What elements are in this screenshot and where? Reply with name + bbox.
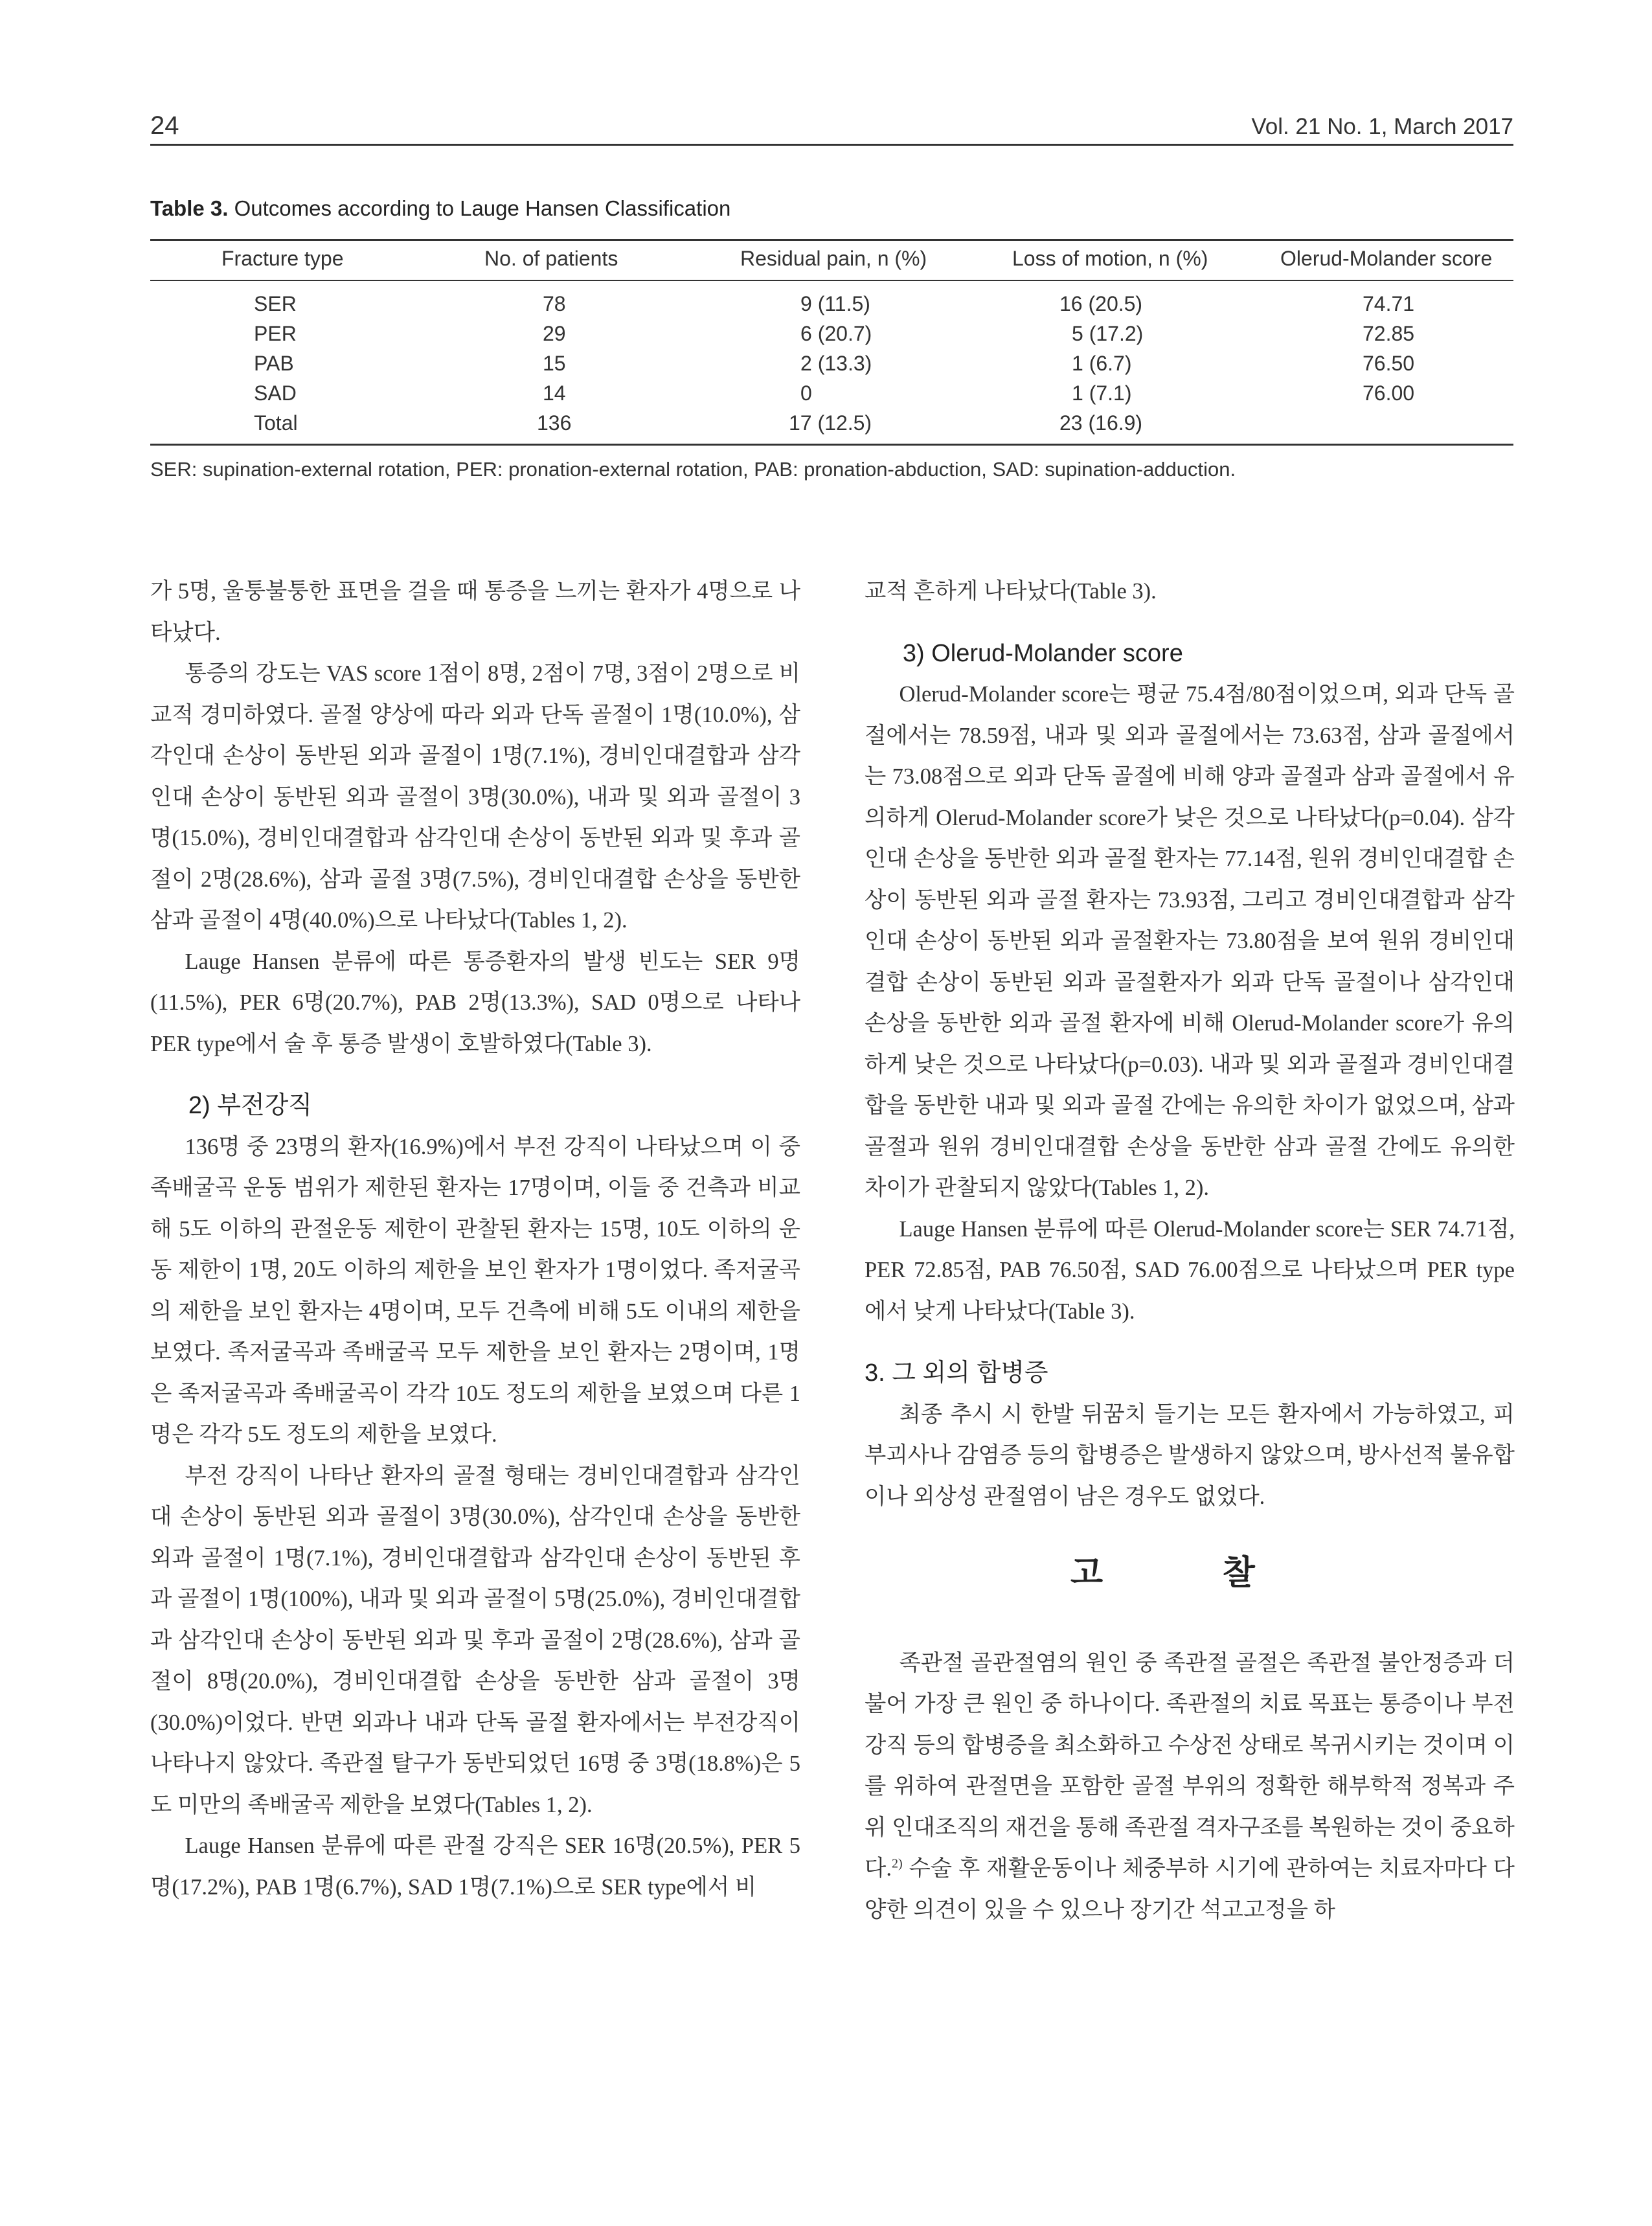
section-gap — [865, 1332, 1515, 1353]
page-number: 24 — [150, 111, 179, 140]
table-cell: PAB — [254, 352, 294, 375]
paragraph: Lauge Hansen 분류에 따른 통증환자의 발생 빈도는 SER 9명(11.5%), PER 6명(20.7%), PAB 2명(13.3%), SAD 0명으로 나타나 PER type에서 술 후 통증 발생이 호발하였다(Table 3). — [150, 949, 800, 1056]
paragraph: 부전 강직이 나타난 환자의 골절 형태는 경비인대결합과 삼각인대 손상이 동반된 외과 골절이 3명(30.0%), 삼각인대 손상을 동반한 외과 골절이 1명(7.1%), 경비인대결합과 삼각인대 손상이 동반된 후과 골절이 1명(100%), 내과 및 외과 골절이 5명(25.0%), 경비인대결합과 삼각인대 손상이 동반된 외과 및 후과 골절이 2명(28.6%), 삼과 골절이 8명(20.0%), 경비인대결합 손상을 동반한 삼과 골절이 3명(30.0%)이었다. 반면 외과나 내과 단독 골절 환자에서는 부전강직이 나타나지 않았다. 족관절 탈구가 동반되었던 16명 중 3명(18.8%)은 5도 미만의 족배굴곡 제한을 보였다(Tables 1, 2). — [150, 1463, 800, 1817]
section-heading-olerud-molander: 3) Olerud-Molander score — [902, 639, 1183, 667]
table-cell: 76.50 — [1363, 352, 1415, 375]
table-cell: 74.71 — [1363, 292, 1415, 315]
table-cell: 72.85 — [1363, 322, 1415, 345]
paragraph: 가 5명, 울퉁불퉁한 표면을 걸을 때 통증을 느끼는 환자가 4명으로 나타났다. — [150, 579, 800, 645]
table-cell: 14 — [543, 381, 566, 405]
column-header-loss-of-motion: Loss of motion, n (%) — [1012, 247, 1208, 270]
section-gap — [865, 613, 1515, 633]
table-cell: 136 — [537, 411, 572, 435]
reference-superscript: 2) — [891, 1856, 903, 1871]
table-cell: 16 (20.5) — [1059, 292, 1143, 315]
section-gap — [150, 1065, 800, 1085]
table-cell: 15 — [543, 352, 566, 375]
column-header-residual-pain: Residual pain, n (%) — [740, 247, 927, 270]
paragraph — [865, 1643, 1515, 1931]
paragraph: Olerud-Molander score는 평균 75.4점/80점이었으며, 외과 단독 골절에서는 78.59점, 내과 및 외과 골절에서는 73.63점, 삼과 골절에서는 73.08점으로 외과 단독 골절에 비해 양과 골절과 삼과 골절에서 유의하게 Olerud-Molander score가 낮은 것으로 나타났다(p=0.04). 삼각인대 손상을 동반한 외과 골절 환자는 77.14점, 원위 경비인대결합 손상이 동반된 외과 골절 환자는 73.93점, 그리고 경비인대결합과 삼각인대 손상이 동반된 외과 골절환자는 73.80점을 보여 원위 경비인대결합 손상이 동반된 외과 골절환자가 외과 단독 골절이나 삼각인대 손상을 동반한 외과 골절 환자에 비해 Olerud-Molander score가 유의하게 낮은 것으로 나타났다(p=0.03). 내과 및 외과 골절과 경비인대결합을 동반한 내과 및 외과 골절 간에는 유의한 차이가 없었으며, 삼과 골절과 원위 경비인대결합 손상을 동반한 삼과 골절 간에도 유의한 차이가 관찰되지 않았다(Tables 1, 2). — [865, 682, 1515, 1200]
table-caption — [150, 196, 730, 221]
paragraph-text: 족관절 골관절염의 원인 중 족관절 골절은 족관절 불안정증과 더불어 가장 큰 원인 중 하나이다. 족관절의 치료 목표는 통증이나 부전강직 등의 합병증을 최소화하고 수상전 상태로 복귀시키는 것이며 이를 위하여 관절면을 포함한 골절 부위의 정확한 해부학적 정복과 주위 인대조직의 재건을 통해 족관절 격자구조를 복원하는 것이 중요하다. — [865, 1650, 1515, 1881]
paragraph: 136명 중 23명의 환자(16.9%)에서 부전 강직이 나타났으며 이 중 족배굴곡 운동 범위가 제한된 환자는 17명이며, 이들 중 건측과 비교해 5도 이하의 관절운동 제한이 관찰된 환자는 15명, 10도 이하의 운동 제한이 1명, 20도 이하의 제한을 보인 환자가 1명이었다. 족저굴곡의 제한을 보인 환자는 4명이며, 모두 건측에 비해 5도 이내의 제한을 보였다. 족저굴곡과 족배굴곡 모두 제한을 보인 환자는 2명이며, 1명은 족저굴곡과 족배굴곡이 각각 10도 정도의 제한을 보였으며 다른 1명은 각각 5도 정도의 제한을 보였다. — [150, 1134, 800, 1447]
header-rule — [150, 144, 1513, 146]
table-cell: PER — [254, 322, 297, 345]
table-cell: 5 (17.2) — [1072, 322, 1144, 345]
table-cell: 76.00 — [1363, 381, 1415, 405]
table-cell: 17 (12.5) — [789, 411, 872, 435]
table-caption-label: Table 3. — [150, 196, 229, 220]
column-header-patients: No. of patients — [484, 247, 618, 270]
table-cell: SAD — [254, 381, 297, 405]
section-gap — [865, 1595, 1515, 1643]
table-caption-text: Outcomes according to Lauge Hansen Classification — [228, 196, 731, 220]
table-footnote: SER: supination-external rotation, PER: pronation-external rotation, PAB: pronation-abduction, SAD: supination-adduction. — [150, 458, 1236, 481]
paragraph: 교적 흔하게 나타났다(Table 3). — [865, 579, 1157, 604]
table-cell: 9 (11.5) — [800, 292, 870, 315]
table-cell: 29 — [543, 322, 566, 345]
table-cell: 0 — [800, 381, 812, 405]
journal-info: Vol. 21 No. 1, March 2017 — [1251, 114, 1513, 139]
section-heading-complications: 3. 그 외의 합병증 — [865, 1359, 1048, 1387]
table-cell: SER — [254, 292, 297, 315]
paragraph-text: 수술 후 재활운동이나 체중부하 시기에 관하여는 치료자마다 다양한 의견이 있을 수 있으나 장기간 석고고정을 하 — [865, 1856, 1515, 1922]
right-column — [865, 571, 1515, 1931]
column-header-fracture-type: Fracture type — [221, 247, 344, 270]
table-cell: 78 — [543, 292, 566, 315]
table-cell: 1 (6.7) — [1072, 352, 1132, 375]
section-gap — [865, 1517, 1515, 1553]
table-cell: 23 (16.9) — [1059, 411, 1143, 435]
paragraph: Lauge Hansen 분류에 따른 관절 강직은 SER 16명(20.5%), PER 5명(17.2%), PAB 1명(6.7%), SAD 1명(7.1%)으로 SER type에서 비 — [150, 1834, 800, 1900]
paragraph: 통증의 강도는 VAS score 1점이 8명, 2점이 7명, 3점이 2명으로 비교적 경미하였다. 골절 양상에 따라 외과 단독 골절이 1명(10.0%), 삼각인대 손상이 동반된 외과 골절이 1명(7.1%), 경비인대결합과 삼각인대 손상이 동반된 외과 골절이 3명(30.0%), 내과 및 외과 골절이 3명(15.0%), 경비인대결합과 삼각인대 손상이 동반된 외과 및 후과 골절이 2명(28.6%), 삼과 골절 3명(7.5%), 경비인대결합 손상을 동반한 삼과 골절이 4명(40.0%)으로 나타났다(Tables 1, 2). — [150, 661, 800, 933]
section-heading-discussion: 고 찰 — [1070, 1554, 1309, 1593]
section-heading-stiffness: 2) 부전강직 — [188, 1092, 313, 1119]
table-header-rule — [150, 280, 1513, 281]
table-cell: 6 (20.7) — [800, 322, 872, 345]
table-bottom-rule — [150, 444, 1513, 446]
table-cell: 1 (7.1) — [1072, 381, 1132, 405]
paragraph: Lauge Hansen 분류에 따른 Olerud-Molander score는 SER 74.71점, PER 72.85점, PAB 76.50점, SAD 76.00점으로 나타났으며 PER type에서 낮게 나타났다(Table 3). — [865, 1216, 1515, 1324]
table-cell: 2 (13.3) — [800, 352, 872, 375]
paragraph: 최종 추시 시 한발 뒤꿈치 들기는 모든 환자에서 가능하였고, 피부괴사나 감염증 등의 합병증은 발생하지 않았으며, 방사선적 불유합이나 외상성 관절염이 남은 경우도 없었다. — [865, 1402, 1515, 1509]
column-header-olerud-molander: Olerud-Molander score — [1280, 247, 1493, 270]
table-top-rule — [150, 239, 1513, 241]
table-cell: Total — [254, 411, 298, 435]
left-column — [150, 571, 800, 1908]
